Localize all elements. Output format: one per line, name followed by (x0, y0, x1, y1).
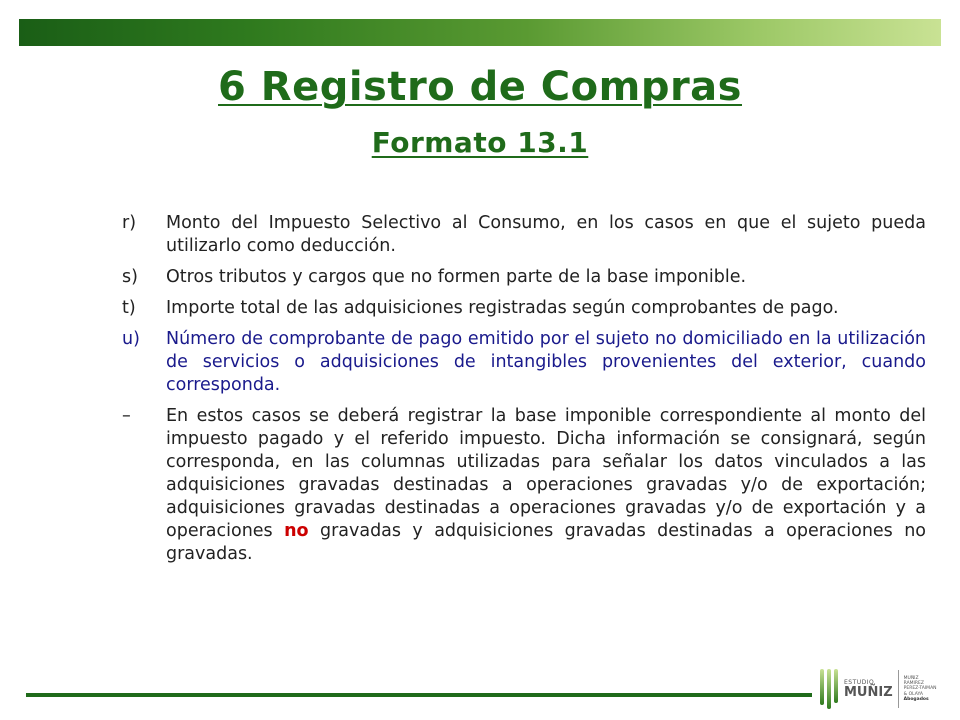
item-text-after: gravadas y adquisiciones gravadas destinadas a operaciones no gravadas. (166, 521, 926, 564)
footer-rule (26, 693, 812, 697)
item-marker: s) (122, 267, 138, 287)
item-text: Importe total de las adquisiciones registradas según comprobantes de pago. (166, 298, 839, 318)
page-title: 6 Registro de Compras (218, 64, 742, 110)
item-text (166, 405, 926, 566)
list-item (122, 328, 926, 397)
logo-partners: MUÑIZ RAMIREZ PEREZ-TAIMAN & OLAYA Abogados (903, 675, 937, 702)
estudio-muniz-logo (820, 664, 950, 714)
item-marker: u) (122, 329, 140, 349)
item-text: Otros tributos y cargos que no formen parte de la base imponible. (166, 267, 747, 287)
logo-divider (898, 670, 899, 708)
emphasis-no: no (284, 521, 309, 541)
list-item (122, 405, 926, 566)
header-gradient-bar (19, 19, 941, 46)
item-text: Monto del Impuesto Selectivo al Consumo, en los casos en que el sujeto pueda utilizarlo como deducción. (166, 213, 926, 256)
logo-bars-icon (820, 669, 838, 709)
page-subtitle: Formato 13.1 (371, 126, 589, 159)
list-item (122, 266, 926, 289)
item-text-before: En estos casos se deberá registrar la base imponible correspondiente al monto del impuesto pagado y el referido impuesto. Dicha información se consignará, según corresponda, en las columnas utilizadas para señalar los datos vinculados a las adquisiciones gravadas destinadas a operaciones gravadas y/o de exportación; adquisiciones gravadas destinadas a operaciones gravadas y/o de exportación y a operaciones (166, 406, 926, 541)
logo-estudio-text: ESTUDIO (844, 678, 875, 686)
logo-name-text: MUÑIZ (844, 684, 893, 700)
item-text: Número de comprobante de pago emitido por el sujeto no domiciliado en la utilización de servicios o adquisiciones de intangibles provenientes del exterior, cuando corresponda. (166, 329, 926, 395)
list-item (122, 212, 926, 258)
item-marker: t) (122, 298, 136, 318)
list-item (122, 297, 926, 320)
item-marker: r) (122, 213, 137, 233)
item-marker: – (122, 406, 131, 426)
item-list (122, 212, 926, 574)
